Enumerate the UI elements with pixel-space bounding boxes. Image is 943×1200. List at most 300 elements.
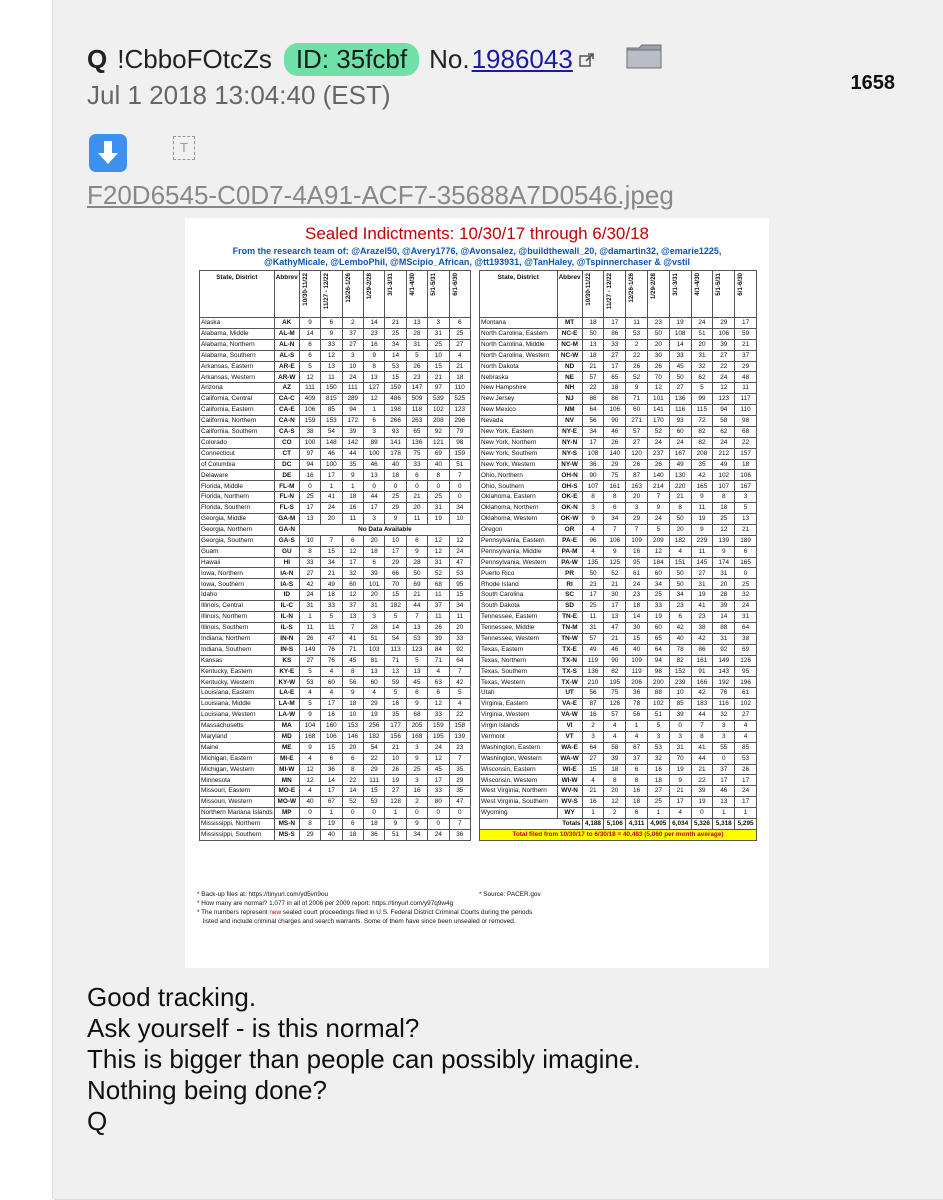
district-abbrev: VA-E [557,699,582,710]
count-cell: 64 [449,655,470,666]
count-cell: 13 [299,514,320,525]
table-row [200,808,471,819]
count-cell: 51 [449,459,470,470]
count-cell: 161 [691,655,713,666]
count-cell: 168 [406,731,427,742]
district-name: Oregon [480,524,558,535]
count-cell: 109 [626,535,648,546]
count-cell: 139 [449,731,470,742]
count-cell: 17 [735,797,757,808]
district-abbrev: MT [557,318,582,329]
district-abbrev: FL-S [274,503,299,514]
district-abbrev: LA-W [274,710,299,721]
count-cell: 21 [735,524,757,535]
table-row [480,361,757,372]
grand-total-note: Total filed from 10/30/17 to 6/30/18 = 40,483 (5,060 per month average) [480,829,757,840]
count-cell: 4 [582,524,604,535]
count-cell: 3 [342,350,363,361]
count-cell: 70 [385,579,406,590]
count-cell: 90 [582,470,604,481]
count-cell: 24 [713,437,735,448]
count-cell: 46 [713,786,735,797]
numbers-note-post: sealed court proceedings filed in U.S. Federal District Criminal Courts during the periods [281,909,533,916]
count-cell: 14 [363,318,384,329]
count-cell: 9 [385,818,406,829]
count-cell: 56 [342,677,363,688]
count-cell: 47 [449,797,470,808]
district-name: Pennsylvania, Eastern [480,535,558,546]
count-cell: 102 [428,405,449,416]
poster-id-badge[interactable]: ID: 35fcbf [284,43,419,76]
count-cell: 31 [428,557,449,568]
table-row [200,818,471,829]
count-cell: 9 [299,742,320,753]
table-row [480,481,757,492]
district-abbrev: NE [557,372,582,383]
count-cell: 5 [321,612,342,623]
district-abbrev: NC-M [557,339,582,350]
count-cell: 34 [321,557,342,568]
count-cell: 157 [735,448,757,459]
count-cell: 486 [385,394,406,405]
district-name: Ohio, Southern [480,481,558,492]
count-cell: 51 [647,710,669,721]
district-abbrev: SC [557,590,582,601]
count-cell: 10 [342,361,363,372]
count-cell: 32 [691,361,713,372]
district-abbrev: GA-N [274,524,299,535]
count-cell: 28 [713,590,735,601]
count-cell: 32 [735,590,757,601]
count-cell: 36 [321,764,342,775]
count-cell: 7 [691,720,713,731]
count-cell: 86 [604,394,626,405]
count-cell: 42 [691,633,713,644]
count-cell: 24 [691,318,713,329]
count-cell: 33 [321,601,342,612]
col-header-label: 12/26-1/26 [344,273,352,303]
table-row [200,720,471,731]
count-cell: 19 [321,818,342,829]
district-abbrev: TX-N [557,655,582,666]
backup-note: * Back-up files at: https://tinyurl.com/yd5vn9ou [197,891,329,898]
count-cell: 13 [363,372,384,383]
table-row [200,405,471,416]
count-cell: 54 [363,742,384,753]
district-name: New Mexico [480,405,558,416]
district-name: California, Southern [200,426,275,437]
count-cell: 53 [385,361,406,372]
col-header-abbrev: Abbrev [274,271,299,318]
count-cell: 69 [406,579,427,590]
count-cell: 159 [299,416,320,427]
count-cell: 11 [691,546,713,557]
folder-icon[interactable] [625,42,663,77]
count-cell: 60 [669,426,691,437]
count-cell: 97 [428,383,449,394]
count-cell: 90 [604,655,626,666]
count-cell: 17 [604,318,626,329]
count-cell: 5 [406,655,427,666]
count-cell: 195 [428,731,449,742]
count-cell: 71 [626,394,648,405]
count-cell: 6 [406,535,427,546]
count-cell: 25 [385,492,406,503]
post-number-prefix: No. [429,44,470,74]
count-cell: 36 [363,829,384,840]
district-name: Texas, Eastern [480,644,558,655]
count-cell: 7 [321,535,342,546]
table-row [200,710,471,721]
count-cell: 152 [669,666,691,677]
count-cell: 37 [342,601,363,612]
count-cell: 0 [713,753,735,764]
col-header-period [735,271,757,318]
count-cell: 31 [582,622,604,633]
count-cell: 120 [626,448,648,459]
count-cell: 20 [669,524,691,535]
district-name: Colorado [200,437,275,448]
district-abbrev: MA [274,720,299,731]
count-cell: 18 [713,503,735,514]
district-name: California, Central [200,394,275,405]
count-cell: 71 [385,655,406,666]
count-cell: 7 [449,470,470,481]
table-row [200,579,471,590]
col-header-period [428,271,449,318]
district-abbrev: NY-N [557,437,582,448]
count-cell: 147 [406,383,427,394]
count-cell: 16 [626,546,648,557]
count-cell: 34 [582,426,604,437]
count-cell: 9 [363,350,384,361]
district-abbrev: MS-N [274,818,299,829]
count-cell: 177 [385,720,406,731]
count-cell: 68 [406,710,427,721]
district-abbrev: IA-S [274,579,299,590]
source-note: * Source: PACER.gov [479,891,541,898]
count-cell: 62 [691,372,713,383]
count-cell: 3 [582,503,604,514]
district-name: Wisconsin, Eastern [480,764,558,775]
count-cell: 12 [449,535,470,546]
district-name: of Columbia [200,459,275,470]
count-cell: 64 [735,622,757,633]
table-row [480,710,757,721]
count-cell: 58 [713,416,735,427]
count-cell: 109 [626,655,648,666]
count-cell: 36 [582,459,604,470]
count-cell: 178 [385,448,406,459]
message-line: Good tracking. [87,982,257,1012]
count-cell: 8 [342,666,363,677]
count-cell: 8 [691,731,713,742]
count-cell: 37 [713,764,735,775]
district-name: New York, Southern [480,448,558,459]
count-cell: 21 [604,633,626,644]
count-cell: 9 [406,546,427,557]
district-name: North Carolina, Western [480,350,558,361]
count-cell: 108 [669,328,691,339]
district-abbrev: NY-W [557,459,582,470]
count-cell: 25 [582,601,604,612]
table-row [480,775,757,786]
count-cell: 107 [713,481,735,492]
attached-image[interactable] [185,218,769,968]
numbers-note-pre: * The numbers represent [197,909,270,916]
count-cell: 29 [363,699,384,710]
table-row [480,688,757,699]
count-cell: 183 [691,699,713,710]
table-row [200,361,471,372]
count-cell: 12 [321,350,342,361]
count-cell: 6 [363,557,384,568]
count-cell: 28 [406,557,427,568]
count-cell: 56 [582,416,604,427]
count-cell: 106 [321,731,342,742]
count-cell: 13 [406,666,427,677]
count-cell: 21 [735,339,757,350]
count-cell: 18 [363,546,384,557]
count-cell: 57 [582,633,604,644]
count-cell: 42 [691,470,713,481]
count-cell: 20 [647,339,669,350]
count-cell: 229 [691,535,713,546]
count-cell: 136 [669,394,691,405]
count-cell: 9 [321,328,342,339]
count-cell: 11 [449,612,470,623]
col-header-period [299,271,320,318]
count-cell: 119 [582,655,604,666]
district-name: Washington, Western [480,753,558,764]
count-cell: 509 [406,394,427,405]
count-cell: 19 [647,612,669,623]
count-cell: 76 [321,644,342,655]
count-cell: 15 [385,590,406,601]
count-cell: 30 [626,622,648,633]
col-header-label: 3/1-3/31 [387,273,395,296]
district-name: Tennessee, Eastern [480,612,558,623]
count-cell: 17 [363,503,384,514]
count-cell: 111 [299,383,320,394]
count-cell: 9 [299,318,320,329]
count-cell: 53 [735,753,757,764]
count-cell: 3 [626,503,648,514]
district-abbrev: HI [274,557,299,568]
count-cell: 10 [385,535,406,546]
count-cell: 50 [406,568,427,579]
count-cell: 33 [406,459,427,470]
count-cell: 10 [342,710,363,721]
count-cell: 160 [321,720,342,731]
count-cell: 9 [691,524,713,535]
count-cell: 3 [647,731,669,742]
count-cell: 9 [669,775,691,786]
table-row [200,699,471,710]
count-cell: 0 [406,808,427,819]
count-cell: 17 [604,361,626,372]
image-title: Sealed Indictments: 10/30/17 through 6/30/18 [304,224,650,243]
count-cell: 76 [321,655,342,666]
district-abbrev: WV-N [557,786,582,797]
count-cell: 3 [735,492,757,503]
count-cell: 95 [449,579,470,590]
count-cell: 113 [385,644,406,655]
count-cell: 51 [385,829,406,840]
post-number-link[interactable]: 1986043 [471,44,573,74]
count-cell: 1 [647,808,669,819]
table-row [480,535,757,546]
count-cell: 107 [582,481,604,492]
count-cell: 40 [669,633,691,644]
thumbnail-placeholder-icon[interactable]: T [173,136,195,160]
count-cell: 165 [735,557,757,568]
count-cell: 18 [449,372,470,383]
district-abbrev: GU [274,546,299,557]
district-abbrev: NH [557,383,582,394]
count-cell: 4 [449,699,470,710]
total-cell: 4,311 [626,818,648,829]
count-cell: 18 [647,775,669,786]
district-name: New Jersey [480,394,558,405]
count-cell: 6 [321,753,342,764]
table-row [200,514,471,525]
count-cell: 9 [604,546,626,557]
post-header [87,42,663,77]
count-cell: 10 [385,753,406,764]
count-cell: 174 [713,557,735,568]
count-cell: 296 [449,416,470,427]
count-cell: 29 [604,459,626,470]
count-cell: 17 [582,437,604,448]
table-row [480,677,757,688]
count-cell: 3 [669,731,691,742]
count-cell: 126 [735,655,757,666]
table-row [480,644,757,655]
download-icon[interactable] [89,134,127,172]
count-cell: 41 [691,601,713,612]
count-cell: 5 [647,720,669,731]
count-cell: 30 [604,590,626,601]
count-cell: 3 [363,514,384,525]
count-cell: 4 [735,720,757,731]
count-cell: 42 [691,688,713,699]
count-cell: 6 [342,753,363,764]
count-cell: 53 [299,677,320,688]
table-row [200,677,471,688]
count-cell: 13 [342,612,363,623]
district-name: Arkansas, Eastern [200,361,275,372]
count-cell: 36 [626,688,648,699]
count-cell: 165 [691,481,713,492]
district-abbrev: GA-M [274,514,299,525]
count-cell: 25 [647,797,669,808]
count-cell: 11 [626,318,648,329]
count-cell: 20 [449,622,470,633]
count-cell: 34 [449,503,470,514]
count-cell: 84 [428,644,449,655]
count-cell: 15 [321,742,342,753]
district-name: Guam [200,546,275,557]
col-header-period [582,271,604,318]
count-cell: 5 [406,350,427,361]
district-name: Illinois, Northern [200,612,275,623]
count-cell: 0 [363,481,384,492]
district-abbrev: GA-S [274,535,299,546]
count-cell: 96 [582,535,604,546]
count-cell: 50 [669,568,691,579]
district-name: Kentucky, Western [200,677,275,688]
count-cell: 99 [691,394,713,405]
count-cell: 6 [626,764,648,775]
count-cell: 158 [449,720,470,731]
count-cell: 25 [735,579,757,590]
count-cell: 16 [321,710,342,721]
table-row [480,492,757,503]
count-cell: 12 [428,535,449,546]
count-cell: 13 [582,339,604,350]
external-link-icon[interactable] [579,44,595,75]
count-cell: 33 [321,339,342,350]
table-row [200,688,471,699]
count-cell: 101 [647,394,669,405]
count-cell: 121 [428,437,449,448]
count-cell: 18 [735,459,757,470]
count-cell: 103 [363,644,384,655]
district-name: New York, Eastern [480,426,558,437]
count-cell: 104 [299,720,320,731]
count-cell: 4 [449,350,470,361]
count-cell: 9 [713,546,735,557]
count-cell: 42 [669,622,691,633]
table-row [200,481,471,492]
count-cell: 24 [669,437,691,448]
attachment-filename-link[interactable]: F20D6545-C0D7-4A91-ACF7-35688A7D0546.jpeg [87,180,674,210]
count-cell: 4 [363,688,384,699]
district-abbrev: PA-E [557,535,582,546]
count-cell: 27 [604,350,626,361]
col-header-period [647,271,669,318]
district-abbrev: MO-E [274,786,299,797]
col-header-label: 1/29-2/28 [365,273,373,300]
count-cell: 47 [449,557,470,568]
count-cell: 1 [363,405,384,416]
count-cell: 149 [713,655,735,666]
no-data-cell: No Data Available [299,524,470,535]
count-cell: 0 [449,492,470,503]
count-cell: 5 [299,361,320,372]
count-cell: 192 [713,677,735,688]
count-cell: 1 [385,808,406,819]
district-name: Illinois, Central [200,601,275,612]
message-line: This is bigger than people can possibly imagine. [87,1044,641,1074]
count-cell: 17 [735,775,757,786]
count-cell: 34 [406,829,427,840]
table-row [200,590,471,601]
count-cell: 17 [735,318,757,329]
count-cell: 37 [342,328,363,339]
count-cell: 36 [449,829,470,840]
count-cell: 13 [713,797,735,808]
table-row [480,666,757,677]
count-cell: 127 [363,383,384,394]
col-header-label: 5/1-5/31 [430,273,438,296]
count-cell: 29 [735,361,757,372]
district-name: Alabama, Northern [200,339,275,350]
normal-note: * How many are normal? 1,077 in all of 2006 per 2009 report: https://tinyurl.com/y97q9w4g [197,900,454,907]
count-cell: 8 [342,764,363,775]
table-row [200,775,471,786]
